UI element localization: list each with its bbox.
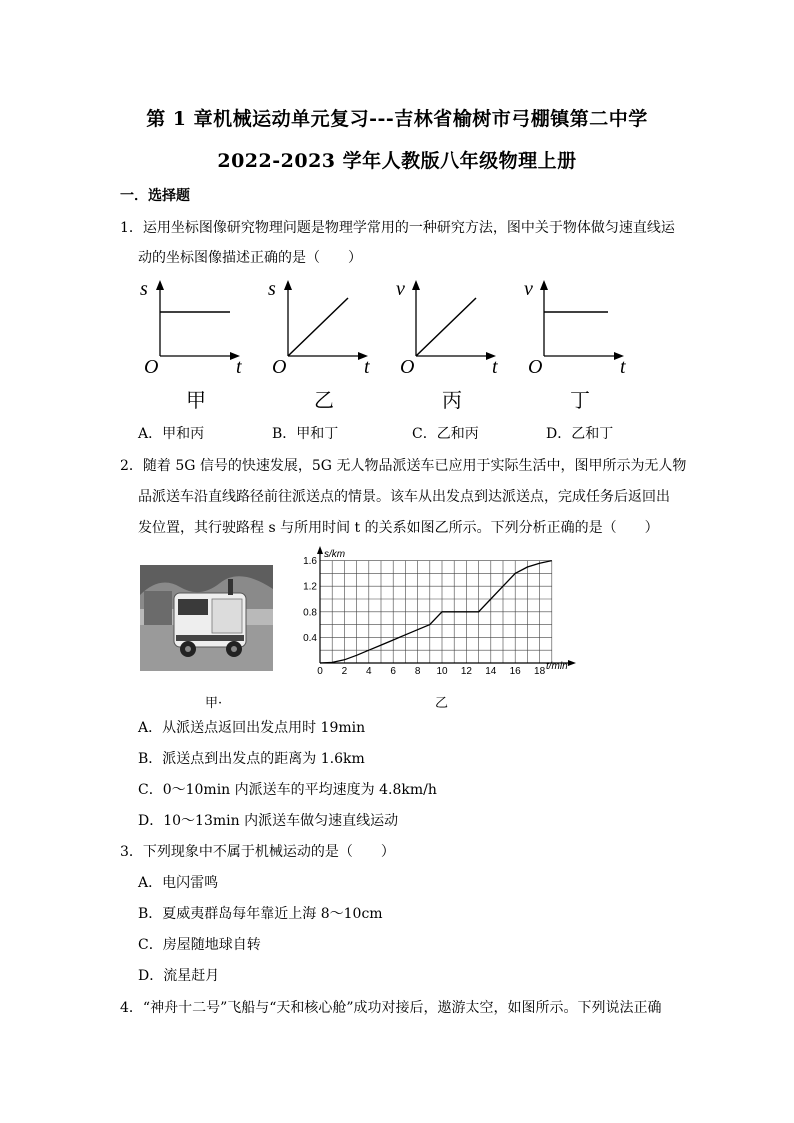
graph-yi-line xyxy=(288,298,348,356)
graph-bing-line xyxy=(416,298,476,356)
graph-yi-x-label: t xyxy=(364,356,370,378)
q1-option-c: C．乙和丙 xyxy=(412,426,479,442)
q1-option-b: B．甲和丁 xyxy=(272,426,339,442)
q3-option-a: A．电闪雷鸣 xyxy=(138,875,219,891)
q1-stem-line2: 动的坐标图像描述正确的是（ ） xyxy=(138,250,362,266)
q3-option-b: B．夏威夷群岛每年靠近上海 8～10cm xyxy=(138,906,383,922)
chart-x-tick-label: 4 xyxy=(366,666,372,675)
chart-grid xyxy=(320,561,552,663)
graph-jia-x-label: t xyxy=(236,356,242,378)
chart-y-tick-label: 0.4 xyxy=(303,632,317,644)
q2-stem-line1: 2．随着 5G 信号的快速发展，5G 无人物品派送车已应用于实际生活中，图甲所示为无人物 xyxy=(120,458,687,474)
page-title-line2: 2022-2023 学年人教版八年级物理上册 xyxy=(217,150,577,172)
section-heading: 一．选择题 xyxy=(120,188,190,204)
graph-jia-name: 甲 xyxy=(186,388,206,412)
graph-yi-y-label: s xyxy=(268,278,276,300)
chart-y-tick-label: 0.8 xyxy=(303,607,317,619)
q3-option-d: D．流星赶月 xyxy=(138,968,220,984)
graph-bing-y-label: v xyxy=(396,278,405,300)
q2-distance-time-chart xyxy=(300,545,590,675)
q3-option-c: C．房屋随地球自转 xyxy=(138,937,261,953)
graph-bing-origin: O xyxy=(400,356,415,378)
q4-stem-line1: 4．“神舟十二号”飞船与“天和核心舱”成功对接后，遨游太空，如图所示。下列说法正确 xyxy=(120,1000,662,1016)
q2-chart-caption: 乙 xyxy=(435,696,449,711)
chart-y-axis-label: s/km xyxy=(324,549,346,560)
graph-jia-origin: O xyxy=(144,356,159,378)
graph-ding-y-label: v xyxy=(524,278,533,300)
chart-y-tick-label: 1.2 xyxy=(303,581,317,593)
chart-x-tick-label: 2 xyxy=(341,666,348,675)
q2-stem-line2: 品派送车沿直线路径前往派送点的情景。该车从出发点到达派送点，完成任务后返回出 xyxy=(138,489,670,505)
chart-y-tick-label: 1.6 xyxy=(303,556,317,568)
chart-x-tick-label: 6 xyxy=(390,666,396,675)
q2-option-c: C．0～10min 内派送车的平均速度为 4.8km/h xyxy=(138,782,437,798)
q1-graph-bing xyxy=(396,276,506,416)
q1-option-a: A．甲和丙 xyxy=(138,426,205,442)
q2-option-d: D．10～13min 内派送车做匀速直线运动 xyxy=(138,813,399,829)
q1-graph-jia xyxy=(140,276,250,416)
q1-graph-yi xyxy=(268,276,378,416)
graph-jia-y-label: s xyxy=(140,278,148,300)
graph-yi-axes xyxy=(268,276,378,366)
graph-jia-axes xyxy=(140,276,250,366)
chart-x-tick-label: 10 xyxy=(436,666,448,675)
chart-x-axis-label: t/min xyxy=(546,661,568,672)
chart-x-tick-label: 16 xyxy=(509,666,521,675)
graph-bing-x-label: t xyxy=(492,356,498,378)
graph-yi-origin: O xyxy=(272,356,287,378)
q1-option-d: D．乙和丁 xyxy=(546,426,614,442)
q2-option-a: A．从派送点返回出发点用时 19min xyxy=(138,720,366,736)
q2-option-b: B．派送点到出发点的距离为 1.6km xyxy=(138,751,365,767)
q2-photo-caption: 甲· xyxy=(205,696,223,711)
chart-x-tick-label: 14 xyxy=(485,666,497,675)
q1-stem-line1: 1．运用坐标图像研究物理问题是物理学常用的一种研究方法，图中关于物体做匀速直线运 xyxy=(120,220,675,236)
chart-x-tick-label: 0 xyxy=(317,666,323,675)
chart-x-tick-label: 12 xyxy=(460,666,472,675)
graph-ding-x-label: t xyxy=(620,356,626,378)
graph-yi-name: 乙 xyxy=(314,388,334,412)
chart-x-tick-label: 18 xyxy=(534,666,546,675)
chart-x-tick-label: 8 xyxy=(414,666,421,675)
chart-ticks xyxy=(303,556,546,675)
graph-ding-name: 丁 xyxy=(570,388,590,412)
q1-graph-ding xyxy=(524,276,634,416)
graph-ding-origin: O xyxy=(528,356,543,378)
graph-bing-name: 丙 xyxy=(442,388,462,412)
q3-stem: 3．下列现象中不属于机械运动的是（ ） xyxy=(120,844,395,860)
graph-bing-axes xyxy=(396,276,506,366)
q1-graph-row xyxy=(140,276,660,416)
page-title-line1: 第 1 章机械运动单元复习---吉林省榆树市弓棚镇第二中学 xyxy=(146,108,648,130)
graph-ding-axes xyxy=(524,276,634,366)
q2-stem-line3: 发位置，其行驶路程 s 与所用时间 t 的关系如图乙所示。下列分析正确的是（ ） xyxy=(138,520,659,536)
delivery-vehicle-photo xyxy=(140,565,273,671)
